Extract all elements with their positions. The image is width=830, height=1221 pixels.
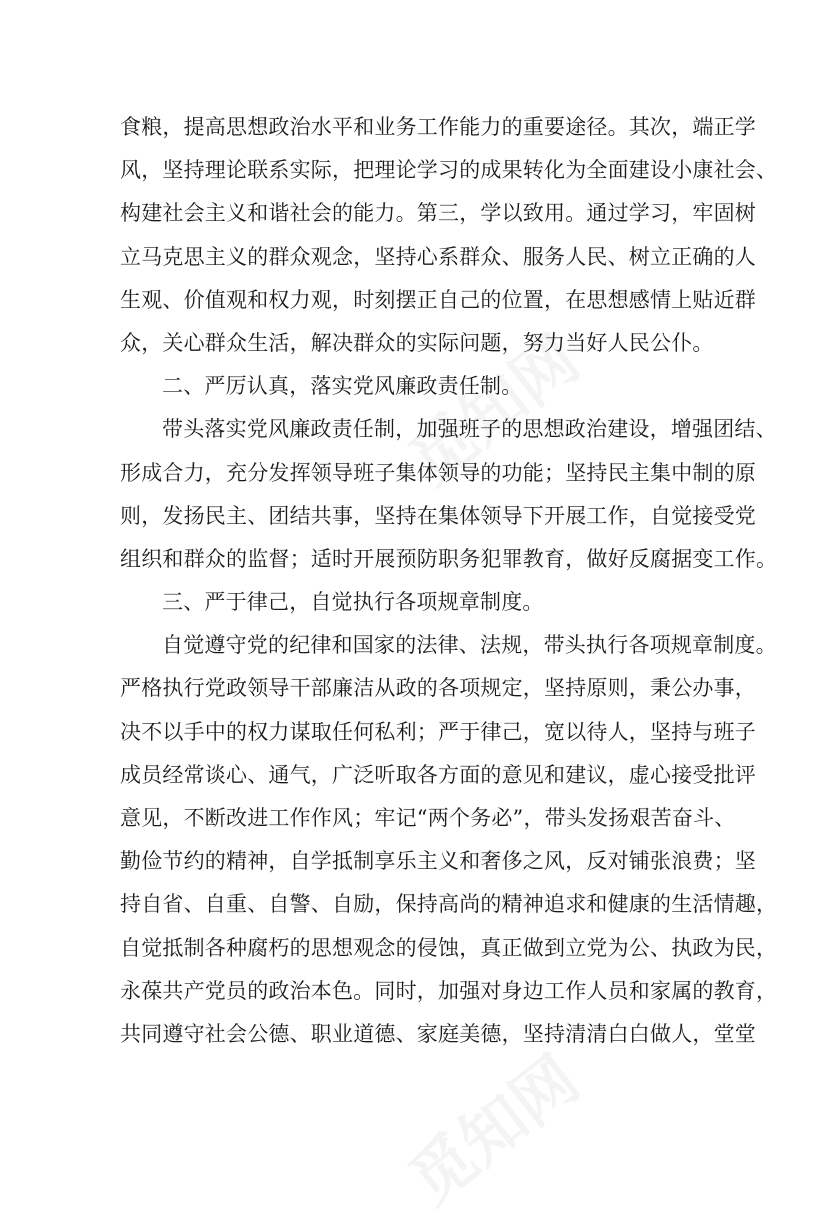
text-line: 生观、价值观和权力观，时刻摆正自己的位置，在思想感情上贴近群 [120, 287, 756, 312]
text-line: 自觉遵守党的纪律和国家的法律、法规，带头执行各项规章制度。 [162, 633, 777, 658]
text-line: 勤俭节约的精神，自学抵制享乐主义和奢侈之风，反对铺张浪费；坚 [120, 849, 756, 874]
text-line: 形成合力，充分发挥领导班子集体领导的功能；坚持民主集中制的原 [120, 460, 756, 485]
text-line: 风，坚持理论联系实际，把理论学习的成果转化为全面建设小康社会、 [120, 158, 778, 183]
text-line: 严格执行党政领导干部廉洁从政的各项规定，坚持原则，秉公办事， [120, 676, 756, 701]
document-body [120, 106, 778, 1056]
text-line: 永葆共产党员的政治本色。同时，加强对身边工作人员和家属的教育， [120, 978, 778, 1003]
paragraph [120, 624, 778, 1056]
text-line: 立马克思主义的群众观念，坚持心系群众、服务人民、树立正确的人 [120, 244, 756, 269]
text-line: 食粮，提高思想政治水平和业务工作能力的重要途径。其次，端正学 [120, 115, 756, 139]
paragraph [120, 365, 712, 408]
watermark-logo [387, 1031, 595, 1221]
text-line: 三、严于律己，自觉执行各项规章制度。 [162, 590, 544, 615]
paragraph [120, 408, 778, 581]
text-line: 众，关心群众生活，解决群众的实际问题，努力当好人民公仆。 [120, 330, 714, 355]
text-line: 持自省、自重、自警、自励，保持高尚的精神追求和健康的生活情趣， [120, 892, 778, 917]
text-line: 共同遵守社会公德、职业道德、家庭美德，坚持清清白白做人，堂堂 [120, 1021, 756, 1046]
text-line: 决不以手中的权力谋取任何私利；严于律己，宽以待人，坚持与班子 [120, 719, 756, 744]
text-line: 构建社会主义和谐社会的能力。第三，学以致用。通过学习，牢固树 [120, 201, 756, 226]
text-line: 二、严厉认真，落实党风廉政责任制。 [162, 374, 523, 399]
text-line: 成员经常谈心、通气，广泛听取各方面的意见和建议，虚心接受批评 [120, 762, 756, 787]
text-line: 带头落实党风廉政责任制，加强班子的思想政治建设，增强团结、 [162, 417, 777, 442]
paragraph [120, 581, 712, 624]
paragraph [120, 106, 778, 365]
text-line: 则，发扬民主、团结共事，坚持在集体领导下开展工作，自觉接受党 [120, 503, 756, 528]
text-line: 意见，不断改进工作作风；牢记“两个务必”，带头发扬艰苦奋斗、 [120, 806, 736, 830]
text-line: 自觉抵制各种腐朽的思想观念的侵蚀，真正做到立党为公、执政为民， [120, 935, 778, 960]
text-line: 组织和群众的监督；适时开展预防职务犯罪教育，做好反腐据变工作。 [120, 546, 778, 571]
